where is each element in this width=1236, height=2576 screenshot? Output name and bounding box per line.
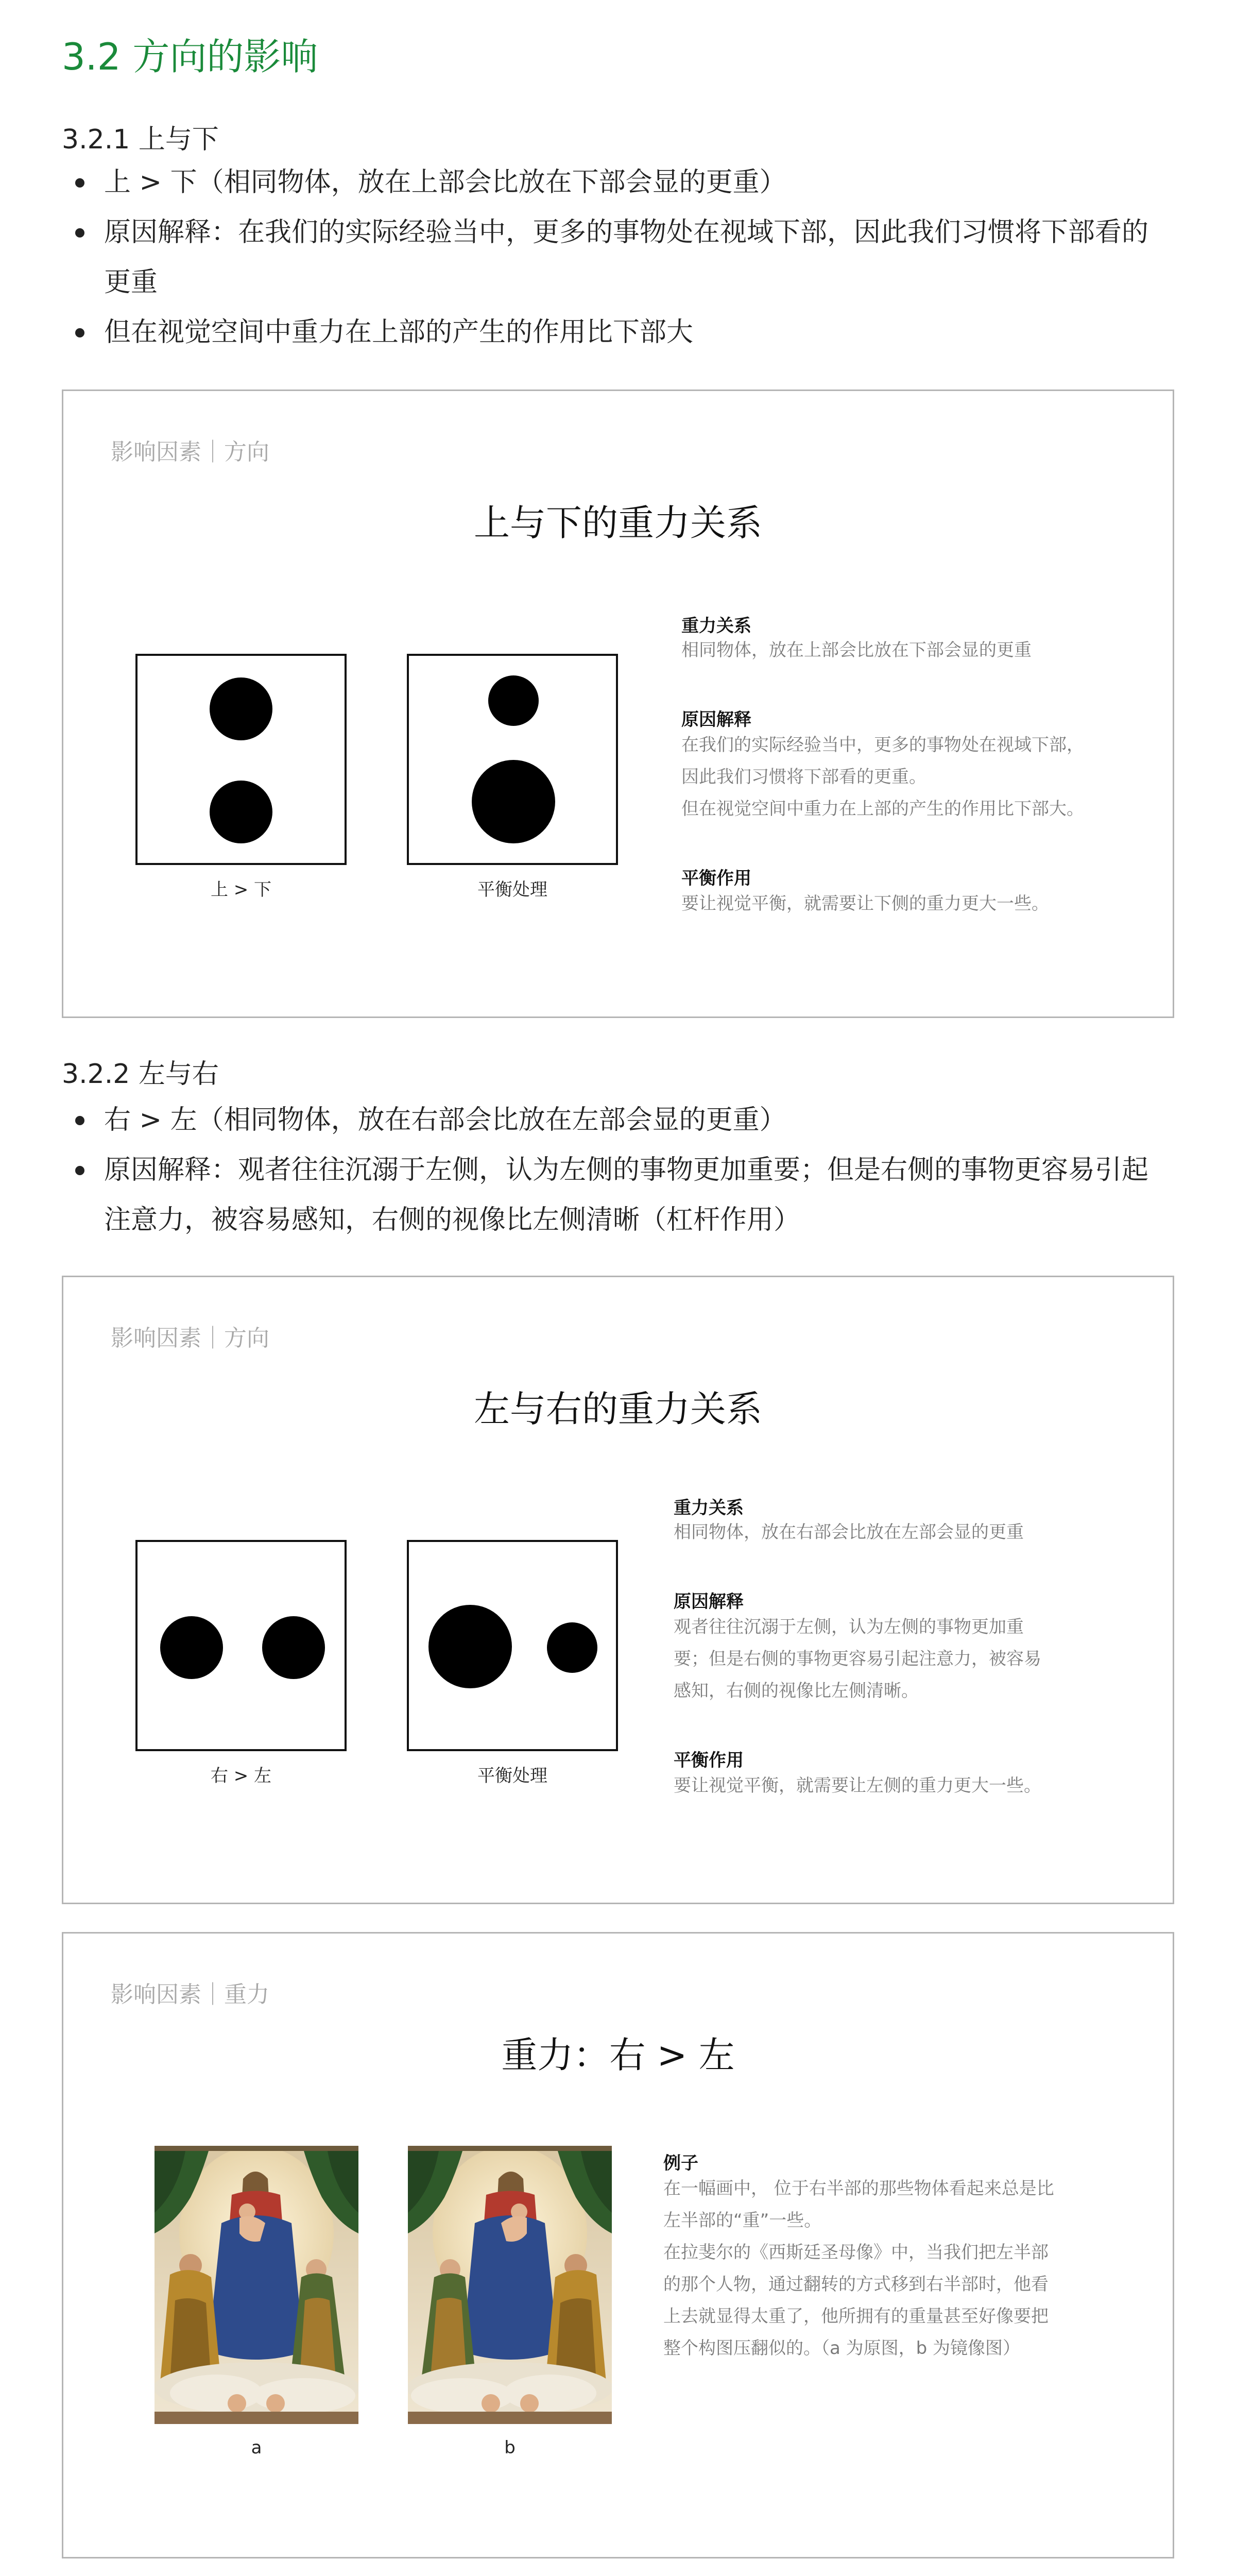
- card-tag: 影响因素｜方向: [111, 1325, 269, 1351]
- diagram-caption: 平衡处理: [477, 879, 547, 900]
- painting-mirrored-image: [408, 2146, 612, 2424]
- note-heading: 平衡作用: [681, 868, 751, 889]
- diagram-balanced: [407, 654, 618, 865]
- diagram-caption: 上 > 下: [210, 879, 272, 900]
- card-title: 左与右的重力关系: [474, 1388, 762, 1430]
- section-title: 3.2 方向的影响: [62, 35, 318, 78]
- bullet-item: 原因解释：在我们的实际经验当中，更多的事物处在视域下部，因此我们习惯将下部看的更重: [62, 208, 1174, 308]
- diagram-caption: 平衡处理: [477, 1766, 547, 1786]
- note-heading: 重力关系: [681, 616, 751, 636]
- circle-bottom: [210, 781, 272, 843]
- note-text: 在一幅画中， 位于右半部的那些物体看起来总是比 左半部的“重”一些。 在拉斐尔的《西斯廷圣母像》中，当我们把左半部 的那个人物，通过翻转的方式移到右半部时，他看 上去就显得太重了，他所拥有的重量甚至好像要把 整个构图压翻似的。（a 为原图，b 为镜像图）: [663, 2178, 1054, 2359]
- circle-right: [262, 1616, 325, 1679]
- circle-small-top: [488, 675, 539, 726]
- diagram-right-heavier: [135, 1540, 347, 1751]
- bullet-list-left-right: [62, 1095, 1174, 1245]
- card-left-right-gravity: [62, 1276, 1174, 1904]
- note-heading: 重力关系: [674, 1498, 744, 1518]
- circle-large-bottom: [472, 760, 555, 843]
- circle-small-right: [547, 1622, 597, 1673]
- note-text: 要让视觉平衡，就需要让下侧的重力更大一些。: [681, 893, 1049, 914]
- bullet-item: 右 > 左（相同物体，放在右部会比放在左部会显的更重）: [62, 1095, 1174, 1145]
- note-text: 在我们的实际经验当中，更多的事物处在视域下部， 因此我们习惯将下部看的更重。 但在视觉空间中重力在上部的产生的作用比下部大。: [681, 735, 1084, 819]
- bullet-item: 原因解释：观者往往沉溺于左侧，认为左侧的事物更加重要；但是右侧的事物更容易引起注意力，被容易感知，右侧的视像比左侧清晰（杠杆作用）: [62, 1145, 1174, 1245]
- bullet-list-top-bottom: [62, 158, 1174, 358]
- note-heading: 原因解释: [674, 1591, 744, 1612]
- bullet-item: 但在视觉空间中重力在上部的产生的作用比下部大: [62, 308, 1174, 358]
- subsection-title-left-right: 3.2.2 左与右: [62, 1059, 219, 1090]
- note-text: 相同物体，放在右部会比放在左部会显的更重: [674, 1522, 1024, 1543]
- card-gravity-example: [62, 1932, 1174, 2558]
- note-text: 相同物体，放在上部会比放在下部会显的更重: [681, 640, 1032, 660]
- circle-top: [210, 677, 272, 740]
- circle-left: [160, 1616, 223, 1679]
- card-title: 上与下的重力关系: [474, 502, 762, 544]
- diagram-top-heavier: [135, 654, 347, 865]
- diagram-balanced: [407, 1540, 618, 1751]
- painting-caption: b: [504, 2437, 516, 2458]
- note-text: 要让视觉平衡，就需要让左侧的重力更大一些。: [674, 1775, 1041, 1796]
- note-heading: 例子: [663, 2153, 698, 2174]
- diagram-caption: 右 > 左: [210, 1766, 272, 1786]
- card-tag: 影响因素｜重力: [111, 1981, 269, 2008]
- painting-caption: a: [251, 2437, 262, 2458]
- subsection-title-top-bottom: 3.2.1 上与下: [62, 124, 219, 155]
- note-text: 观者往往沉溺于左侧，认为左侧的事物更加重 要；但是右侧的事物更容易引起注意力，被容易 感知，右侧的视像比左侧清晰。: [674, 1617, 1041, 1701]
- painting-original-image: [154, 2146, 358, 2424]
- circle-large-left: [428, 1605, 512, 1688]
- card-top-bottom-gravity: [62, 389, 1174, 1018]
- note-heading: 原因解释: [681, 709, 751, 730]
- card-title: 重力：右 > 左: [501, 2034, 735, 2076]
- card-tag: 影响因素｜方向: [111, 439, 269, 465]
- note-heading: 平衡作用: [674, 1750, 744, 1771]
- bullet-item: 上 > 下（相同物体，放在上部会比放在下部会显的更重）: [62, 158, 1174, 208]
